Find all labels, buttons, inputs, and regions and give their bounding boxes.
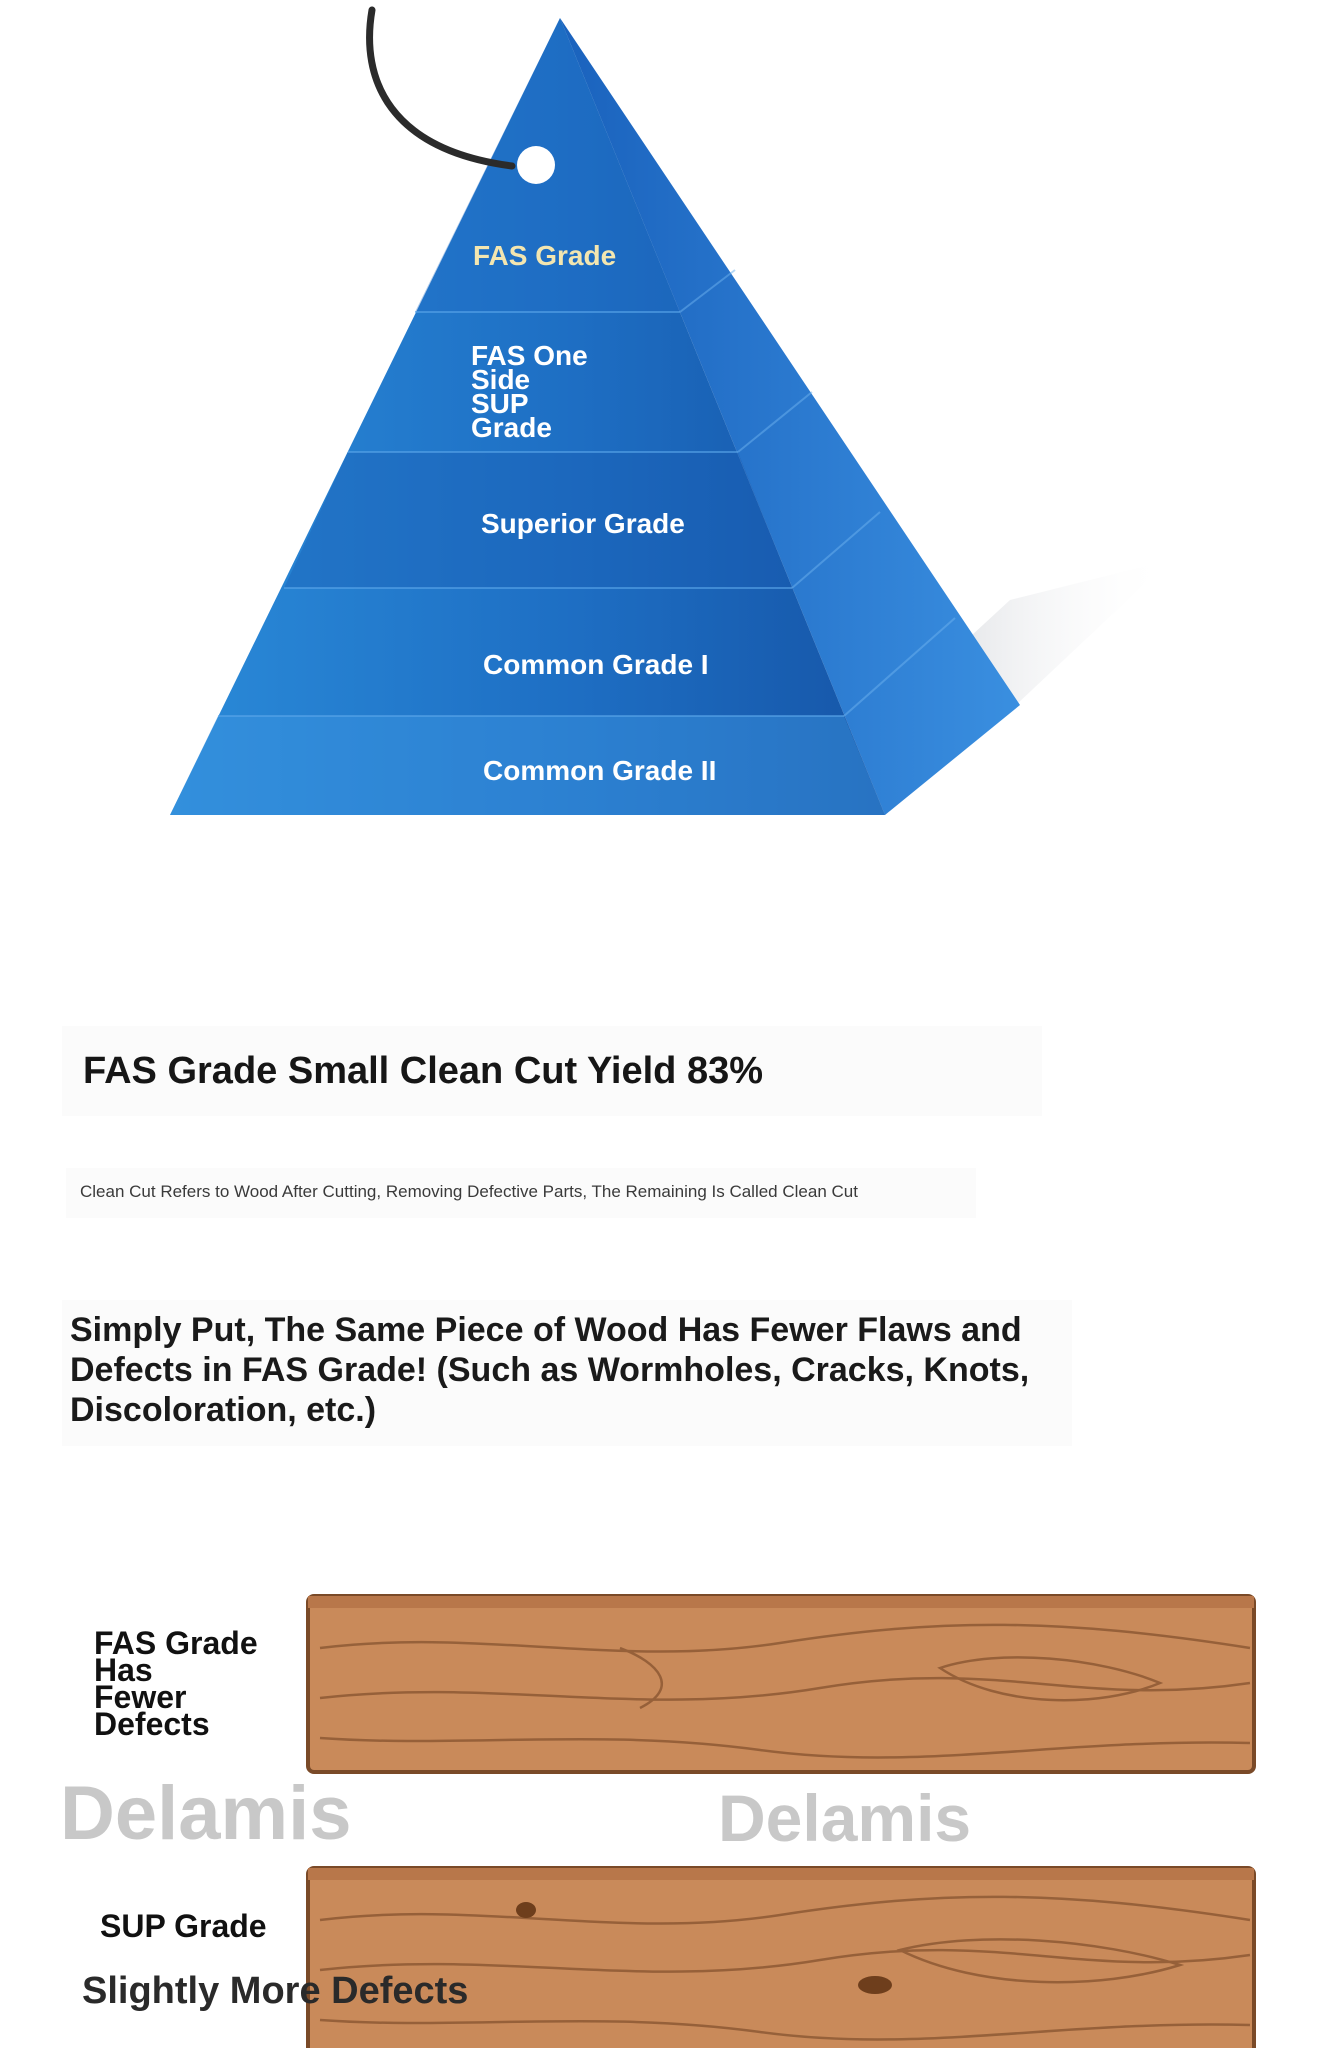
tier-line: Grade — [471, 412, 552, 443]
sup-board-label: SUP Grade — [100, 1908, 267, 1944]
headline-box — [62, 1026, 1042, 1116]
label-line: Fewer — [94, 1679, 187, 1715]
fas-grade-board — [300, 1588, 1262, 1778]
tag-hole — [517, 146, 555, 184]
tier-label-fas-one-side-sup — [471, 340, 588, 443]
sup-grade-board — [300, 1860, 1262, 2048]
tier-label-fas-grade: FAS Grade — [473, 240, 617, 271]
headline-text: FAS Grade Small Clean Cut Yield 83% — [83, 1050, 764, 1092]
summary-text: Simply Put, The Same Piece of Wood Has Fewer Flaws and Defects in FAS Grade! (Such as Wormholes, Cracks, Knots, Discoloration, etc.) — [70, 1311, 1030, 1429]
tier-line: FAS One — [471, 340, 588, 371]
label-line: FAS Grade — [94, 1625, 258, 1661]
grade-pyramid — [0, 0, 1322, 860]
clean-cut-note-box — [66, 1168, 976, 1218]
tier-label-superior-grade: Superior Grade — [481, 508, 685, 539]
tier-line: SUP — [471, 388, 529, 419]
watermark-right: Delamis — [718, 1781, 972, 1855]
tier-label-common-grade-ii: Common Grade II — [483, 755, 717, 786]
label-line: Defects — [94, 1706, 210, 1742]
tag-string — [370, 10, 512, 166]
sup-board-sublabel: Slightly More Defects — [82, 1970, 469, 2012]
watermark-left: Delamis — [60, 1771, 352, 1856]
fas-board-label — [94, 1625, 258, 1742]
tier-label-common-grade-i: Common Grade I — [483, 649, 709, 680]
tier-line: Side — [471, 364, 531, 395]
knot-2 — [858, 1976, 892, 1994]
label-line: Has — [94, 1652, 153, 1688]
clean-cut-note: Clean Cut Refers to Wood After Cutting, Removing Defective Parts, The Remaining Is Called Clean Cut — [80, 1182, 858, 1201]
summary-box — [62, 1300, 1072, 1446]
knot-1 — [516, 1902, 536, 1918]
